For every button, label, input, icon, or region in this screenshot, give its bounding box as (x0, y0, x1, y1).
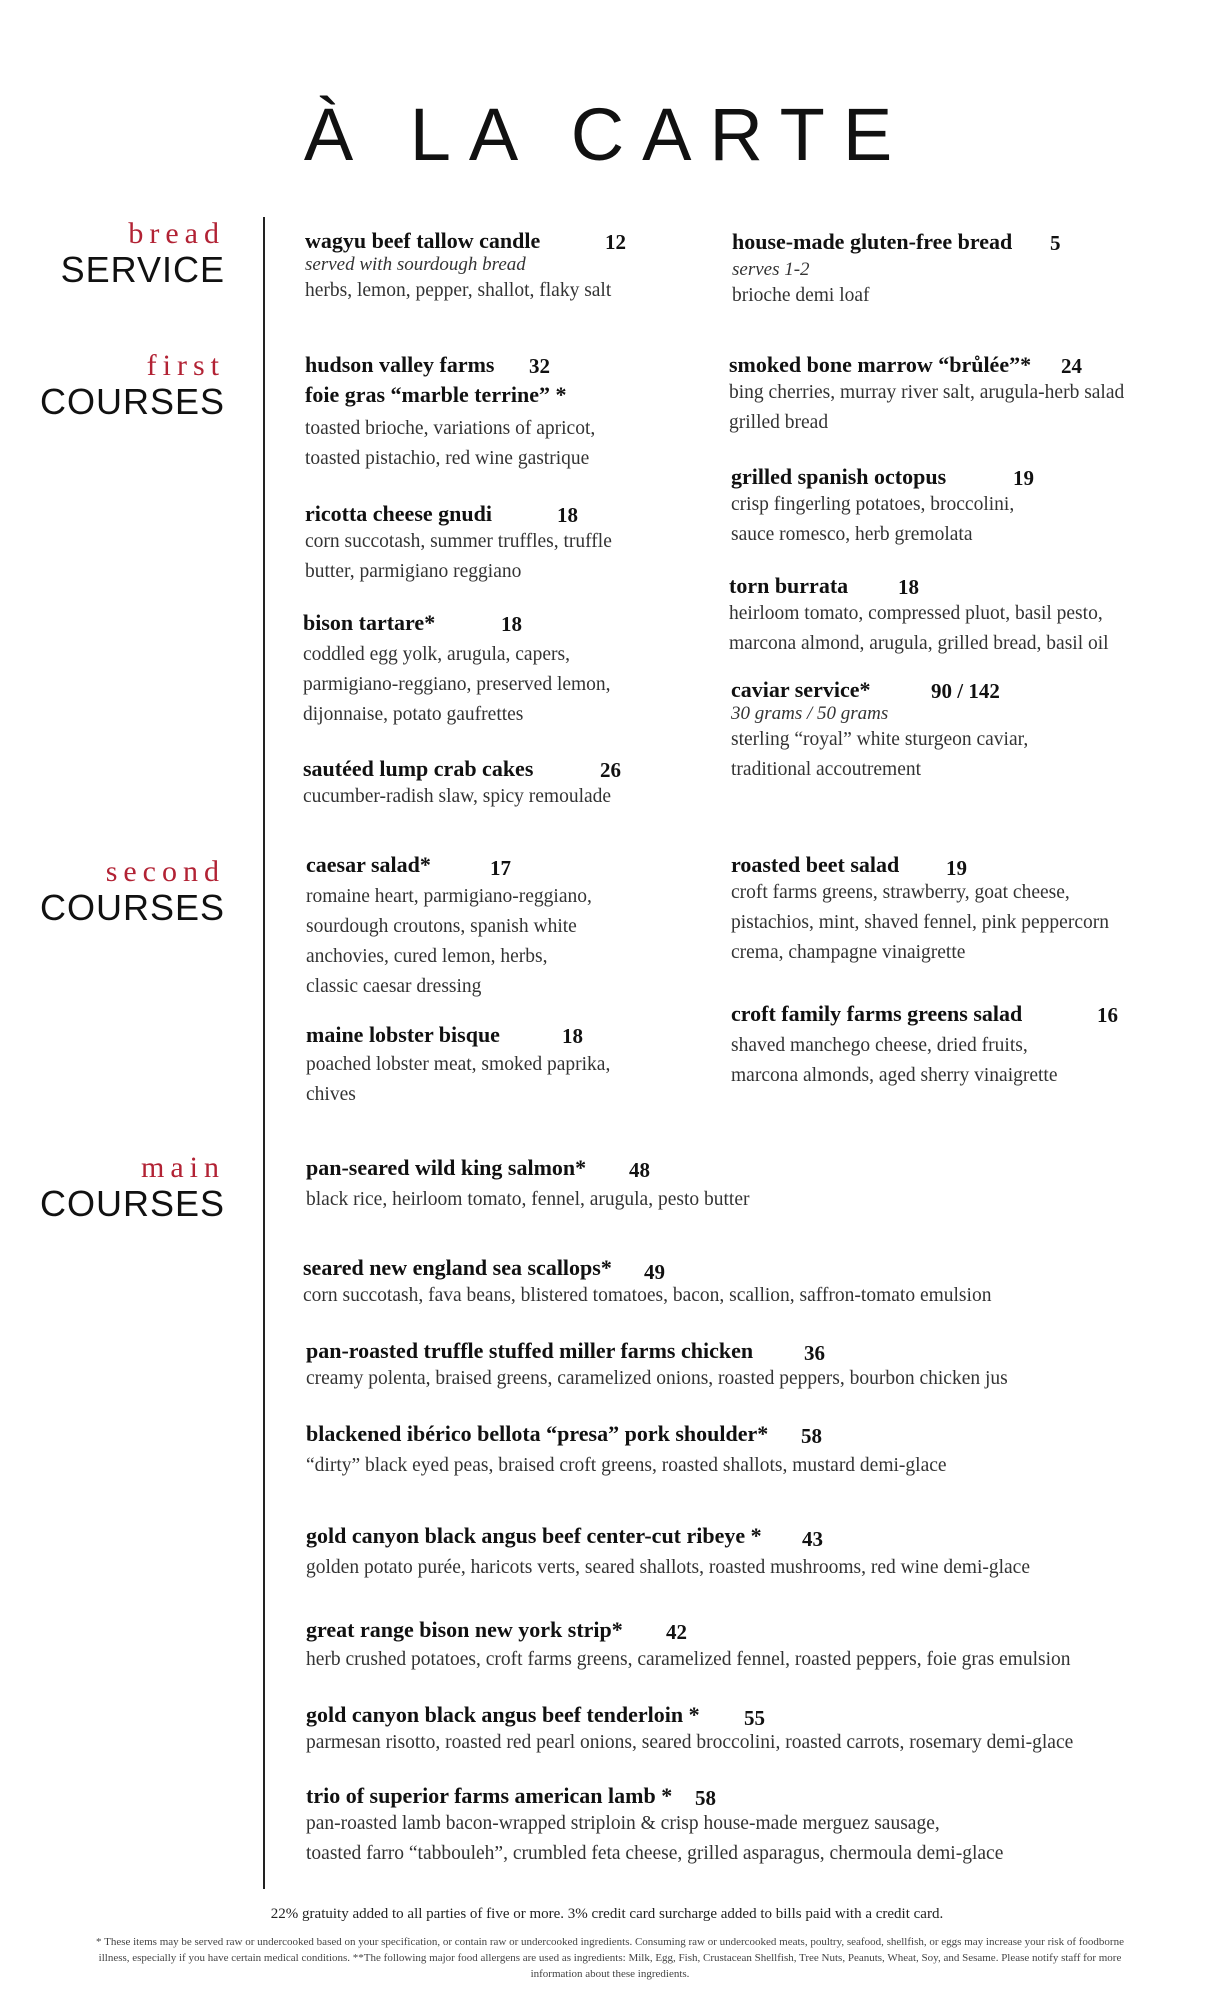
item-price: 55 (744, 1706, 765, 1730)
item-description: shaved manchego cheese, dried fruits, (731, 1035, 1028, 1056)
menu-item (729, 573, 1109, 659)
menu-item (732, 229, 1061, 311)
item-subtitle: served with sourdough bread (305, 254, 526, 275)
allergen-disclaimer: * These items may be served raw or undercooked based on your specification, or contain raw or undercooked ingredients. Consuming raw or undercooked meats, poultry, seafood, shellfish, or eggs may increase your risk of foodborne illness, especially if you have certain medical conditions. **The following major food allergens are used as ingredients: Milk, Egg, Fish, Crustacean Shellfish, Tree Nuts, Peanuts, Wheat, Soy, and Sesame. Please notify staff for more information about these ingredients. (96, 1936, 1124, 1980)
menu-item (306, 1617, 1071, 1675)
gratuity-note: 22% gratuity added to all parties of five or more. 3% credit card surcharge added to bills paid with a credit card. (270, 1906, 944, 1922)
menu-item (305, 352, 595, 474)
item-name: great range bison new york strip* (306, 1617, 623, 1642)
item-description: sterling “royal” white sturgeon caviar, (731, 729, 1029, 750)
item-name: trio of superior farms american lamb * (306, 1783, 673, 1808)
section-big-label: COURSES (39, 381, 225, 422)
item-price: 58 (695, 1786, 716, 1810)
item-price: 12 (605, 230, 626, 254)
item-description: corn succotash, fava beans, blistered tomatoes, bacon, scallion, saffron-tomato emulsion (303, 1285, 992, 1306)
item-description: crema, champagne vinaigrette (731, 942, 966, 963)
item-name: bison tartare* (303, 610, 436, 635)
item-description: grilled bread (729, 412, 829, 433)
menu-item (306, 1523, 1030, 1583)
item-price: 58 (801, 1424, 822, 1448)
section-big-label: SERVICE (60, 249, 225, 290)
item-description: marcona almond, arugula, grilled bread, basil oil (729, 633, 1109, 654)
item-name: torn burrata (729, 573, 849, 598)
item-price: 42 (666, 1620, 687, 1644)
item-description: herb crushed potatoes, croft farms greens, caramelized fennel, roasted peppers, foie gras emulsion (306, 1649, 1071, 1670)
menu-item (731, 1001, 1118, 1091)
menu-item (729, 352, 1124, 438)
item-name: roasted beet salad (731, 852, 900, 877)
item-price: 18 (898, 575, 919, 599)
item-price: 49 (644, 1260, 665, 1284)
section-small-label: bread (128, 217, 225, 250)
item-name: pan-seared wild king salmon* (306, 1155, 587, 1180)
menu-item (306, 1155, 749, 1215)
item-price: 43 (802, 1527, 823, 1551)
menu-item (306, 1702, 1073, 1758)
item-description: anchovies, cured lemon, herbs, (306, 946, 548, 967)
menu-item (731, 852, 1109, 968)
item-name: hudson valley farms (305, 352, 495, 377)
item-name: smoked bone marrow “brůlée”* (729, 352, 1032, 377)
item-description: black rice, heirloom tomato, fennel, arugula, pesto butter (306, 1189, 750, 1210)
menu-title: À LA CARTE (303, 93, 911, 176)
menu-item (303, 610, 611, 730)
item-name: grilled spanish octopus (731, 464, 947, 489)
section-big-label: COURSES (39, 887, 225, 928)
section-small-label: first (146, 349, 225, 382)
section-heading-first (20, 350, 225, 422)
item-price: 36 (804, 1341, 825, 1365)
menu-item (306, 1783, 1003, 1869)
item-description: parmigiano-reggiano, preserved lemon, (303, 674, 611, 695)
item-price: 16 (1097, 1003, 1118, 1027)
item-description: pan-roasted lamb bacon-wrapped striploin & crisp house-made merguez sausage, (306, 1813, 940, 1834)
section-heading-second (20, 856, 225, 928)
menu-item (306, 1421, 947, 1481)
menu-item (305, 501, 612, 587)
item-description: dijonnaise, potato gaufrettes (303, 704, 524, 725)
item-description: sauce romesco, herb gremolata (731, 524, 973, 545)
menu-item (303, 1255, 991, 1311)
item-description: sourdough croutons, spanish white (306, 916, 577, 937)
item-description: toasted pistachio, red wine gastrique (305, 448, 590, 469)
item-description: herbs, lemon, pepper, shallot, flaky salt (305, 280, 612, 301)
menu-item (306, 1338, 1008, 1394)
item-price: 19 (1013, 466, 1034, 490)
item-name: gold canyon black angus beef tenderloin * (306, 1702, 700, 1727)
item-name: ricotta cheese gnudi (305, 501, 492, 526)
item-description: butter, parmigiano reggiano (305, 561, 522, 582)
divider-line (263, 217, 265, 1889)
item-name: croft family farms greens salad (731, 1001, 1023, 1026)
item-name: maine lobster bisque (306, 1022, 500, 1047)
item-name-line-2: foie gras “marble terrine” * (305, 382, 567, 407)
item-description: traditional accoutrement (731, 759, 922, 780)
item-subtitle: 30 grams / 50 grams (731, 703, 889, 724)
item-price: 32 (529, 354, 550, 378)
item-name: gold canyon black angus beef center-cut ribeye * (306, 1523, 762, 1548)
item-name: sautéed lump crab cakes (303, 756, 534, 781)
menu-item (731, 677, 1028, 785)
section-heading-main (20, 1152, 225, 1224)
item-description: classic caesar dressing (306, 976, 482, 997)
menu-item (306, 852, 592, 1002)
item-description: heirloom tomato, compressed pluot, basil pesto, (729, 603, 1103, 624)
item-name: wagyu beef tallow candle (305, 228, 541, 253)
item-name: caesar salad* (306, 852, 431, 877)
item-description: crisp fingerling potatoes, broccolini, (731, 494, 1015, 515)
menu-item (731, 464, 1034, 550)
menu-item (306, 1022, 610, 1110)
item-description: brioche demi loaf (732, 285, 870, 306)
item-description: pistachios, mint, shaved fennel, pink peppercorn (731, 912, 1109, 933)
item-description: romaine heart, parmigiano-reggiano, (306, 886, 592, 907)
item-price: 18 (501, 612, 522, 636)
item-name: pan-roasted truffle stuffed miller farms chicken (306, 1338, 754, 1363)
section-small-label: second (105, 855, 225, 888)
item-description: “dirty” black eyed peas, braised croft greens, roasted shallots, mustard demi-glace (306, 1455, 947, 1476)
item-description: cucumber-radish slaw, spicy remoulade (303, 786, 612, 807)
menu-item (303, 756, 621, 812)
item-name: caviar service* (731, 677, 871, 702)
item-description: creamy polenta, braised greens, caramelized onions, roasted peppers, bourbon chicken jus (306, 1368, 1008, 1389)
item-price: 26 (600, 758, 621, 782)
item-description: bing cherries, murray river salt, arugula-herb salad (729, 382, 1125, 403)
item-price: 18 (557, 503, 578, 527)
item-price: 48 (629, 1158, 650, 1182)
item-description: poached lobster meat, smoked paprika, (306, 1054, 611, 1075)
item-price: 5 (1050, 231, 1061, 255)
menu-item (305, 228, 626, 306)
item-description: chives (306, 1084, 356, 1105)
item-name: blackened ibérico bellota “presa” pork shoulder* (306, 1421, 769, 1446)
section-heading-bread (20, 218, 225, 290)
item-description: croft farms greens, strawberry, goat cheese, (731, 882, 1070, 903)
item-price: 17 (490, 856, 511, 880)
item-description: toasted farro “tabbouleh”, crumbled feta cheese, grilled asparagus, chermoula demi-glace (306, 1843, 1004, 1864)
item-description: toasted brioche, variations of apricot, (305, 418, 596, 439)
section-small-label: main (141, 1151, 225, 1184)
item-name: seared new england sea scallops* (303, 1255, 612, 1280)
item-price: 90 / 142 (931, 679, 1000, 703)
item-description: golden potato purée, haricots verts, seared shallots, roasted mushrooms, red wine demi-glace (306, 1557, 1030, 1578)
item-description: corn succotash, summer truffles, truffle (305, 531, 612, 552)
item-description: parmesan risotto, roasted red pearl onions, seared broccolini, roasted carrots, rosemary demi-glace (306, 1732, 1074, 1753)
item-subtitle: serves 1-2 (732, 259, 810, 280)
item-price: 18 (562, 1024, 583, 1048)
item-price: 24 (1061, 354, 1082, 378)
item-description: marcona almonds, aged sherry vinaigrette (731, 1065, 1058, 1086)
item-price: 19 (946, 856, 967, 880)
section-big-label: COURSES (39, 1183, 225, 1224)
item-description: coddled egg yolk, arugula, capers, (303, 644, 570, 665)
item-name: house-made gluten-free bread (732, 229, 1013, 254)
